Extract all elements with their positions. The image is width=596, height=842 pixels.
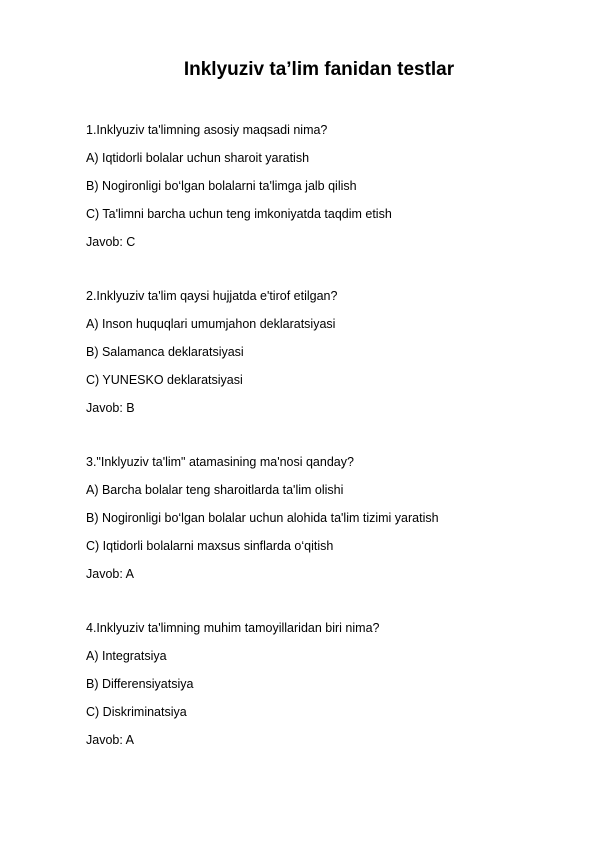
question-text: 3."Inklyuziv ta'lim" atamasining ma'nosi qanday?	[86, 455, 354, 469]
question-text: 4.Inklyuziv ta'limning muhim tamoyillaridan biri nima?	[86, 621, 380, 635]
answer-option-c: C) Iqtidorli bolalarni maxsus sinflarda o‘qitish	[86, 539, 334, 553]
correct-answer: Javob: C	[86, 235, 136, 249]
answer-option-b: B) Nogironligi bo‘lgan bolalar uchun alohida ta'lim tizimi yaratish	[86, 511, 439, 525]
answer-option-b: B) Nogironligi bo‘lgan bolalarni ta'limga jalb qilish	[86, 179, 357, 193]
answer-option-a: A) Iqtidorli bolalar uchun sharoit yaratish	[86, 151, 310, 165]
answer-option-c: C) Ta'limni barcha uchun teng imkoniyatda taqdim etish	[86, 207, 392, 221]
question-text: 2.Inklyuziv ta'lim qaysi hujjatda e'tirof etilgan?	[86, 289, 338, 303]
correct-answer: Javob: A	[86, 733, 134, 747]
answer-option-b: B) Salamanca deklaratsiyasi	[86, 345, 244, 359]
question-block-1	[86, 122, 556, 262]
correct-answer: Javob: B	[86, 401, 135, 415]
correct-answer: Javob: A	[86, 567, 134, 581]
question-block-3	[86, 454, 556, 594]
answer-option-a: A) Barcha bolalar teng sharoitlarda ta'lim olishi	[86, 483, 344, 497]
document-title: Inklyuziv ta’lim fanidan testlar	[183, 59, 455, 80]
question-block-4	[86, 620, 556, 760]
answer-option-a: A) Integratsiya	[86, 649, 167, 663]
answer-option-c: C) Diskriminatsiya	[86, 705, 187, 719]
question-block-2	[86, 288, 556, 428]
answer-option-b: B) Differensiyatsiya	[86, 677, 194, 691]
answer-option-a: A) Inson huquqlari umumjahon deklaratsiyasi	[86, 317, 336, 331]
question-text: 1.Inklyuziv ta'limning asosiy maqsadi nima?	[86, 123, 328, 137]
answer-option-c: C) YUNESKO deklaratsiyasi	[86, 373, 243, 387]
